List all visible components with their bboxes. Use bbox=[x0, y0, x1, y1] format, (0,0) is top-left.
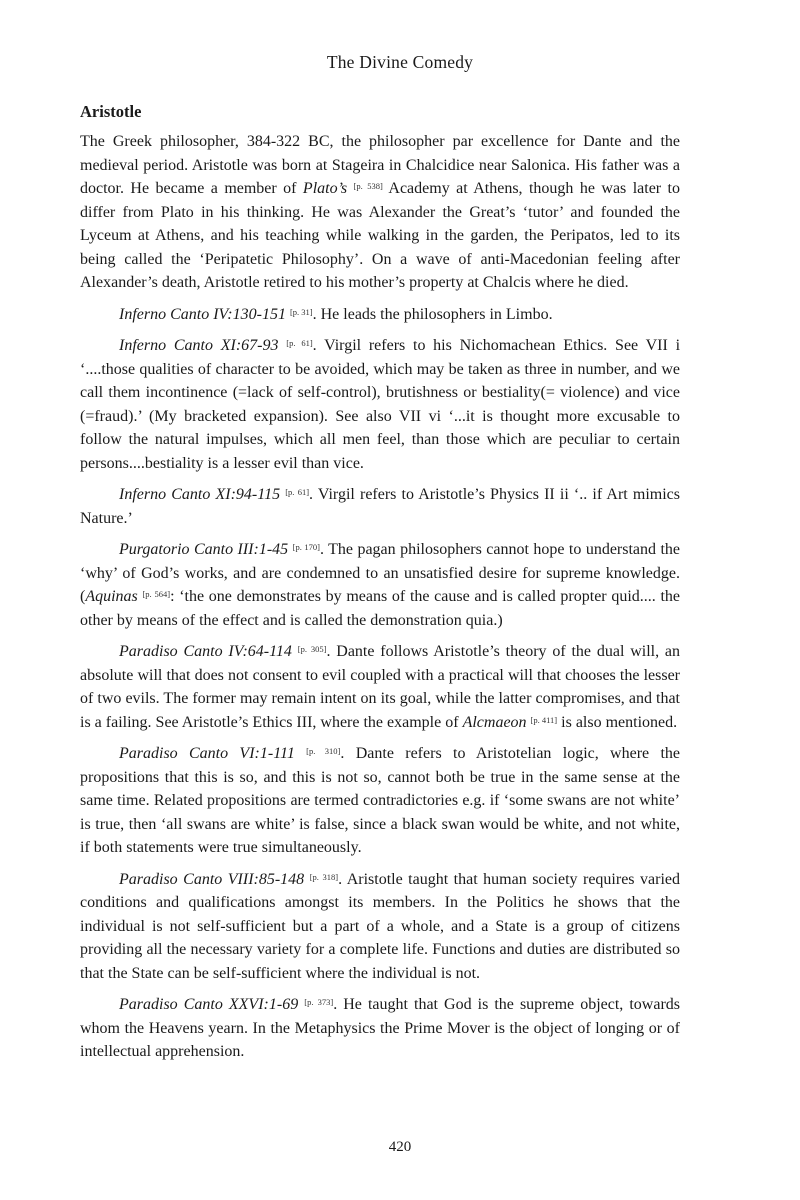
entry-text: . Virgil refers to his Nichomachean Ethics. See VII i ‘....those qualities of character to be avoided, which may be taken as three in number, and we call them incontinence (=lack of self-control), brutishness or bestiality(= violence) and vice (=fraud).’ (My bracketed expansion). See also VII vi ‘...it is thought more excusable to follow the natural impulses, which all men feel, than those which are peculiar to certain persons....bestiality is a lesser evil than vice. bbox=[80, 337, 681, 472]
entry-text: is also mentioned. bbox=[557, 713, 678, 731]
page-ref[interactable]: [p. 411] bbox=[530, 714, 558, 725]
canto-link[interactable]: Paradiso Canto XXVI:1-69 bbox=[119, 996, 299, 1013]
canto-entry bbox=[80, 993, 680, 1064]
entry-text: . Virgil refers to Aristotle’s Physics II ii ‘.. if Art mimics Nature.’ bbox=[80, 486, 680, 527]
running-head: The Divine Comedy bbox=[326, 52, 474, 72]
canto-entry bbox=[80, 303, 680, 327]
page-ref[interactable]: [p. 564] bbox=[142, 589, 171, 599]
intro-text-2: Academy at Athens, though he was later to differ from Plato in his thinking. He was Alexander the Great’s ‘tutor’ and founded the Lyceum at Athens, and his teaching while walking in the garden, the Peripatos, led to its being called the ‘Peripatetic Philosophy’. On a wave of anti-Macedonian feeling after Alexander’s death, Aristotle retired to his mother’s property at Chalcis where he died. bbox=[80, 180, 680, 291]
plato-link[interactable]: Plato’s bbox=[302, 180, 348, 197]
canto-link[interactable]: Paradiso Canto VIII:85-148 bbox=[119, 870, 305, 888]
intro-paragraph bbox=[80, 130, 680, 295]
entry-text: . He leads the philosophers in Limbo. bbox=[312, 305, 553, 323]
entry-text: . He taught that God is the supreme object, towards whom the Heavens yearn. In the Metaphysics the Prime Mover is the object of longing or of intellectual apprehension. bbox=[80, 996, 680, 1060]
entry-text: . The pagan philosophers cannot hope to understand the ‘why’ of God’s works, and are condemned to an unsatisfied desire for supreme knowledge. ( bbox=[80, 541, 681, 605]
canto-link[interactable]: Inferno Canto XI:67-93 bbox=[119, 337, 279, 354]
page-ref[interactable]: [p. 61] bbox=[285, 487, 310, 497]
canto-link[interactable]: Paradiso Canto IV:64-114 bbox=[119, 643, 292, 660]
page-number: 420 bbox=[388, 1139, 412, 1155]
page-ref[interactable]: [p. 310] bbox=[306, 746, 341, 756]
canto-entry bbox=[80, 334, 680, 475]
canto-link[interactable]: Paradiso Canto VI:1-111 bbox=[119, 745, 295, 762]
page-ref[interactable]: [p. 61] bbox=[286, 338, 313, 348]
page-ref[interactable]: [p. 538] bbox=[353, 181, 383, 191]
page-ref[interactable]: [p. 305] bbox=[297, 644, 327, 654]
intro-text-1: The Greek philosopher, 384-322 BC, the philosopher par excellence for Dante and the medieval period. Aristotle was born at Stageira in Chalcidice near Salonica. His father was a doctor. He became a member of bbox=[80, 133, 680, 197]
canto-entry bbox=[80, 483, 680, 530]
page-ref[interactable]: [p. 170] bbox=[292, 542, 320, 552]
canto-link[interactable]: Inferno Canto XI:94-115 bbox=[119, 486, 281, 503]
canto-link[interactable]: Purgatorio Canto III:1-45 bbox=[119, 541, 289, 558]
page-ref[interactable]: [p. 31] bbox=[289, 306, 313, 317]
canto-entry bbox=[80, 538, 680, 632]
alcmaeon-link[interactable]: Alcmaeon bbox=[462, 713, 527, 731]
canto-entry bbox=[80, 868, 680, 986]
page-ref[interactable]: [p. 373] bbox=[304, 997, 334, 1007]
entry-heading: Aristotle bbox=[80, 102, 142, 121]
canto-entry bbox=[80, 640, 680, 734]
canto-entry bbox=[80, 742, 680, 860]
entry-text: . Aristotle taught that human society requires varied conditions and qualifications amongst its members. In the Politics he shows that the individual is not self-sufficient but a part of a whole, and a State is a group of citizens providing all the necessary variety for a complete life. Functions and duties are distributed so that the State can be self-sufficient where the individual is not. bbox=[80, 870, 681, 982]
aquinas-link[interactable]: Aquinas bbox=[85, 588, 138, 605]
entry-text: : ‘the one demonstrates by means of the cause and is called propter quid.... the other by means of the effect and is called the demonstration quia.) bbox=[80, 588, 680, 629]
entry-text: . Dante follows Aristotle’s theory of the dual will, an absolute will that does not consent to evil coupled with a practical will that chooses the lesser of two evils. The former may remain intent on its goal, while the latter compromises, and that is a failing. See Aristotle’s Ethics III, where the example of bbox=[80, 643, 680, 731]
entry-body bbox=[80, 100, 680, 1064]
canto-link[interactable]: Inferno Canto IV:130-151 bbox=[119, 305, 286, 323]
entry-text: . Dante refers to Aristotelian logic, where the propositions that this is so, and this is not so, cannot both be true in the same sense at the same time. Related propositions are termed contradictories e.g. if ‘some swans are not white’ is true, then ‘all swans are white’ is false, since a black swan would be white, and not white, if both statements were true simultaneously. bbox=[80, 745, 681, 856]
page-ref[interactable]: [p. 318] bbox=[309, 871, 339, 882]
